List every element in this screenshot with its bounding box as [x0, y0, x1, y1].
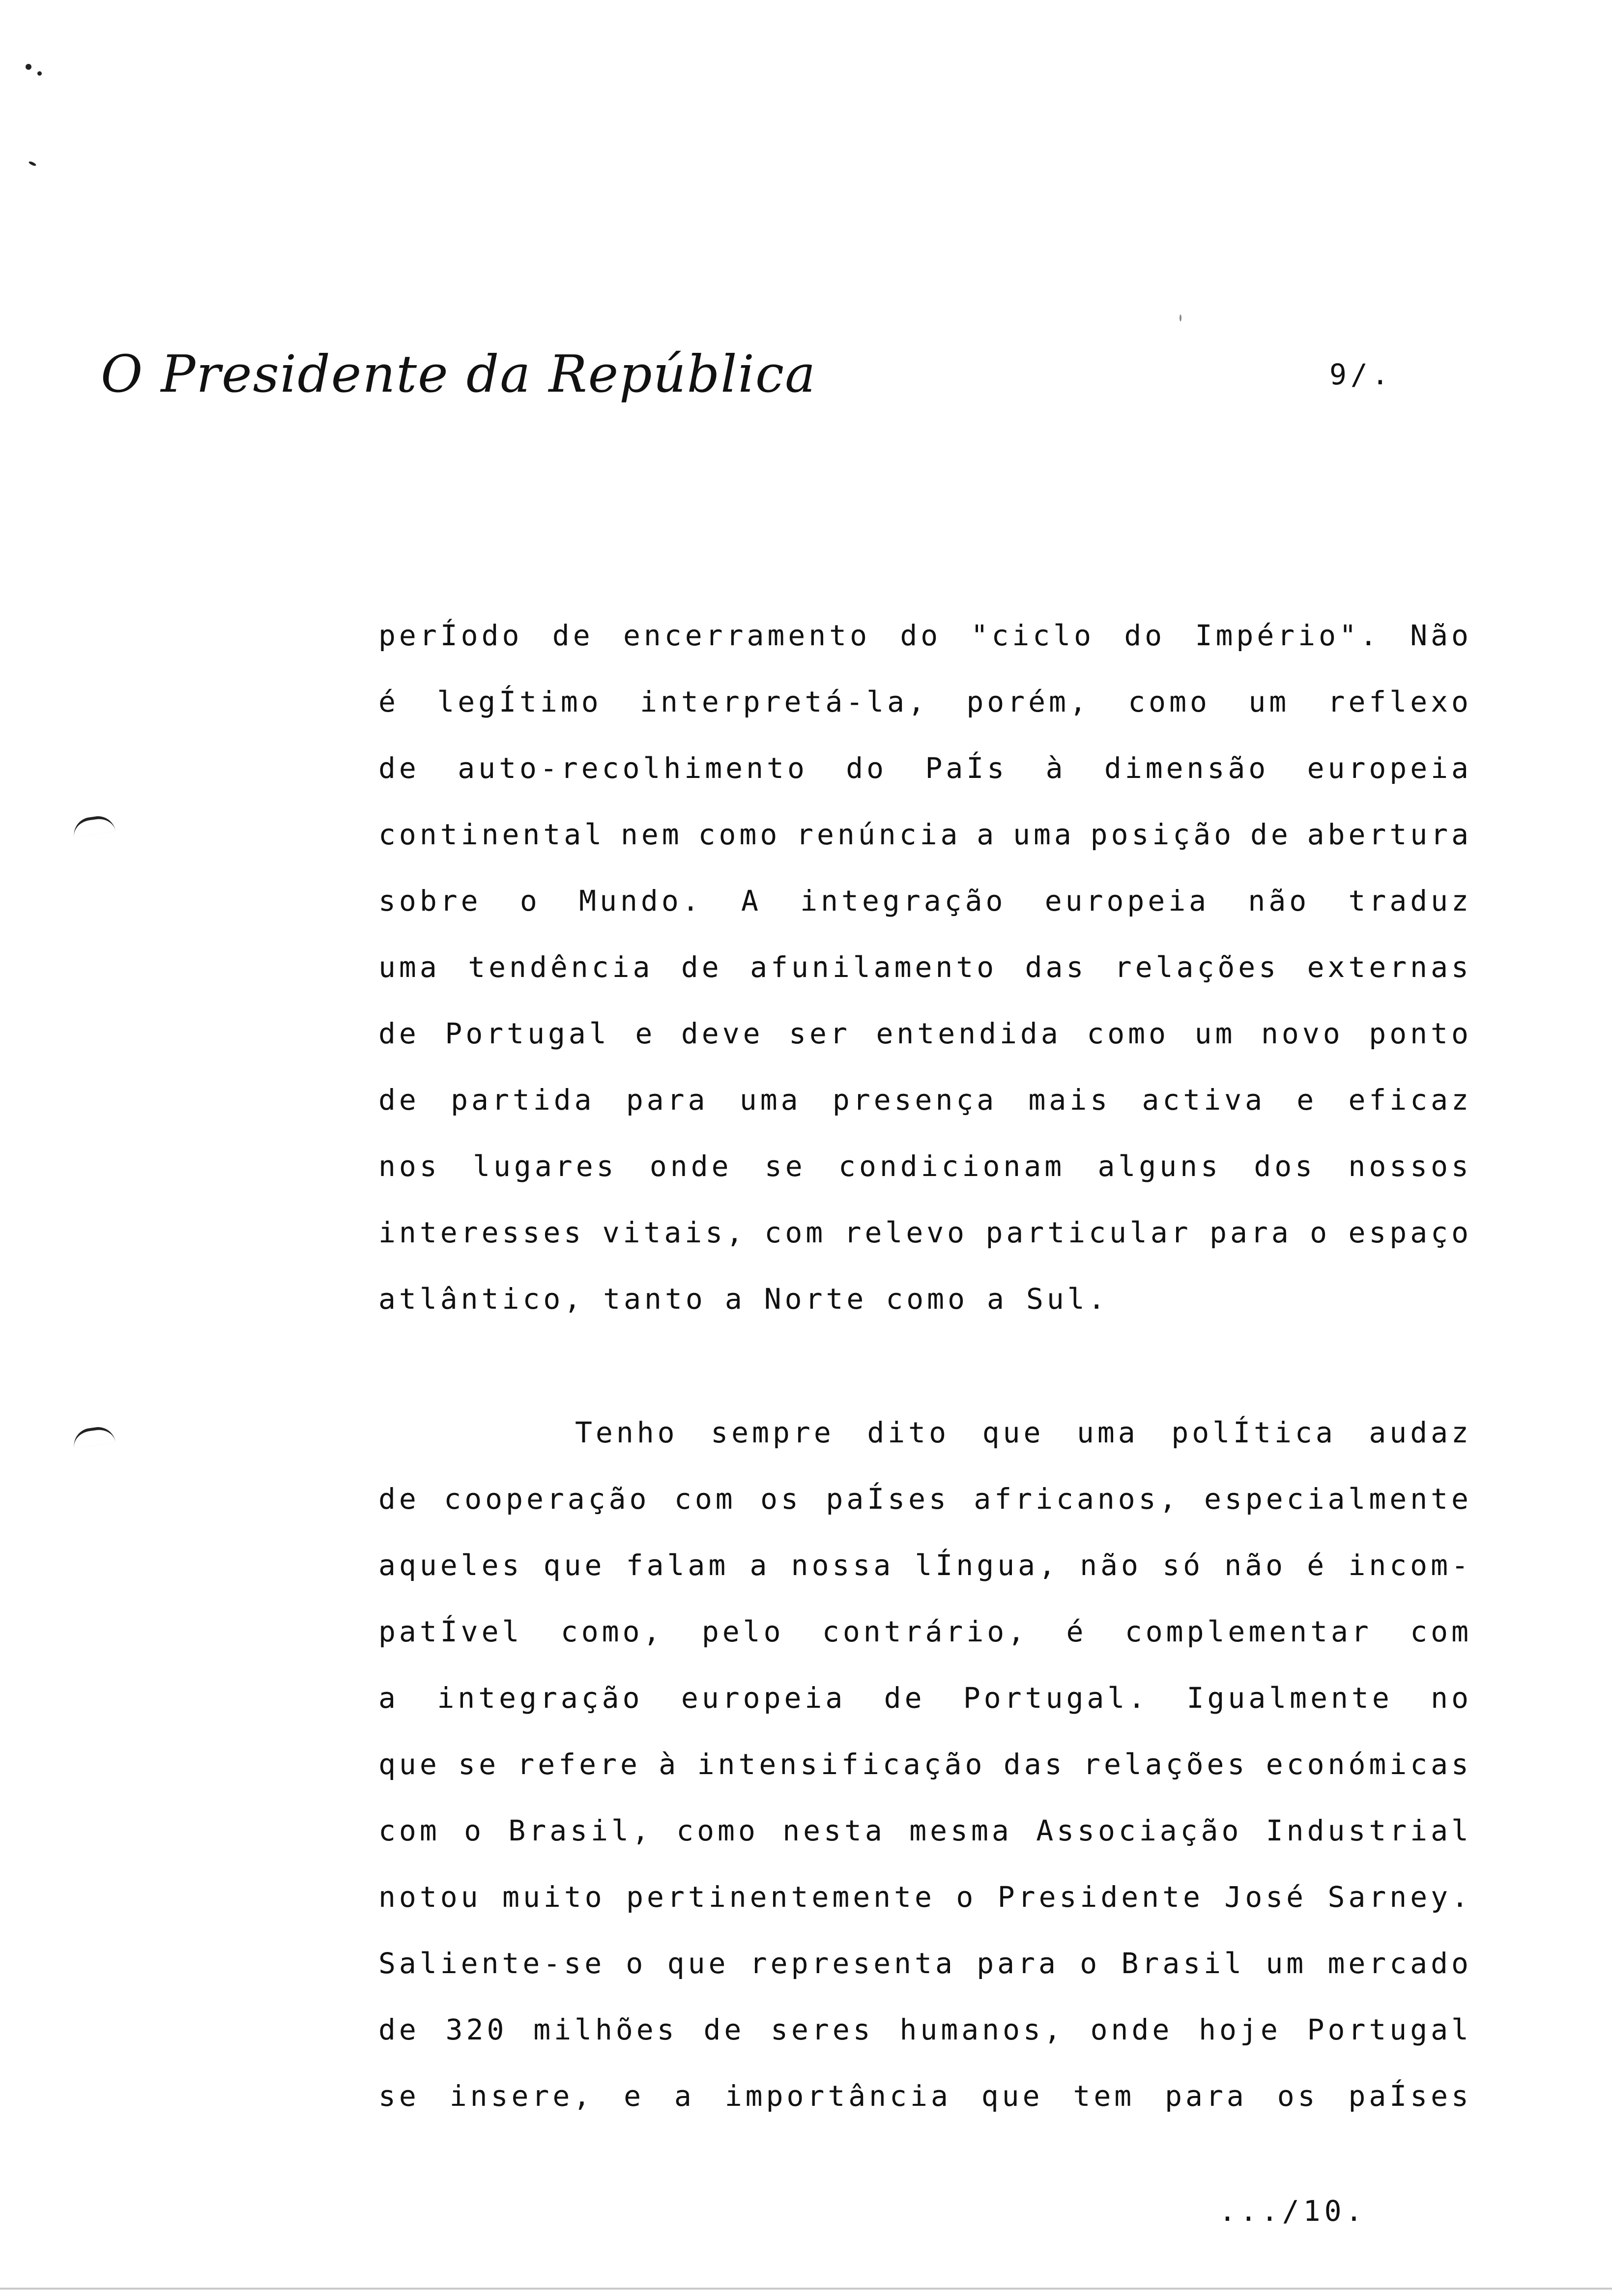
word: como,: [560, 1615, 664, 1648]
word: PaÍs: [925, 751, 1008, 785]
word: para: [626, 1083, 709, 1117]
text-line: [378, 1946, 1472, 2012]
word: das: [1003, 1748, 1065, 1781]
word: o: [956, 1880, 977, 1914]
word: é: [378, 685, 399, 718]
word: Industrial: [1266, 1814, 1472, 1847]
word: como: [676, 1814, 759, 1847]
word: se: [458, 1748, 499, 1781]
word: Brasil,: [508, 1814, 653, 1847]
page-continuation: .../10.: [1219, 2194, 1367, 2228]
word: A: [741, 884, 762, 918]
word: e: [624, 2079, 645, 2113]
word: e: [1296, 1083, 1318, 1117]
word: nossa: [791, 1549, 894, 1582]
word: tanto: [603, 1282, 706, 1316]
word: é: [1307, 1549, 1328, 1582]
word: relevo: [844, 1216, 968, 1249]
word: paÍses: [1348, 2079, 1472, 2113]
scan-speck: [1180, 315, 1181, 321]
word: relações: [1083, 1748, 1248, 1781]
word: nossos: [1348, 1149, 1472, 1183]
scan-speck: [26, 64, 31, 70]
word: mercado: [1327, 1947, 1472, 1980]
word: refere: [517, 1748, 641, 1781]
word: Saliente-se: [378, 1947, 605, 1980]
word: europeia: [1044, 884, 1210, 918]
word: patÍvel: [378, 1615, 523, 1648]
word: de: [884, 1681, 925, 1715]
word: contrário,: [822, 1615, 1029, 1648]
margin-mark: [72, 1425, 115, 1448]
word: vitais,: [602, 1216, 747, 1249]
word: dito: [867, 1416, 950, 1449]
word: continental: [378, 818, 605, 851]
word: ponto: [1369, 1017, 1472, 1050]
word: como: [886, 1282, 969, 1316]
word: alguns: [1097, 1149, 1221, 1183]
word: insere,: [449, 2079, 594, 2113]
word: partida: [451, 1083, 595, 1117]
word: com: [764, 1216, 827, 1249]
word: Norte: [764, 1282, 867, 1316]
word: é: [1066, 1615, 1087, 1648]
word: de: [378, 2013, 420, 2046]
word: afunilamento: [750, 950, 998, 984]
word: europeia: [1307, 751, 1472, 785]
word: Portugal: [1307, 2013, 1472, 2046]
word: só: [1162, 1549, 1204, 1582]
word: de: [552, 619, 594, 652]
scan-speck: [37, 71, 42, 76]
text-line: [378, 1813, 1472, 1880]
text-line: [378, 1215, 1472, 1282]
text-line: [378, 884, 1472, 950]
word: sobre: [378, 884, 482, 918]
word: Associação: [1036, 1814, 1242, 1847]
word: uma: [739, 1083, 802, 1117]
word: que: [378, 1748, 440, 1781]
word: no: [1431, 1681, 1472, 1715]
word: a: [378, 1681, 399, 1715]
word: que: [543, 1549, 605, 1582]
text-line: [378, 1282, 1472, 1348]
text-line: [378, 1415, 1472, 1482]
word: representa: [749, 1947, 956, 1980]
word: do: [1124, 619, 1166, 652]
text-line: [378, 950, 1472, 1016]
word: abertura: [1307, 818, 1472, 851]
word: "ciclo: [971, 619, 1095, 652]
word: nesta: [782, 1814, 886, 1847]
word: incom-: [1348, 1549, 1472, 1582]
word: um: [1248, 685, 1290, 718]
word: um: [1266, 1947, 1307, 1980]
page-number: 9/.: [1329, 358, 1393, 391]
word: falam: [626, 1549, 729, 1582]
text-line: [378, 2079, 1472, 2145]
word: cooperação: [444, 1482, 650, 1516]
word: entendida: [876, 1017, 1062, 1050]
text-line: [378, 2012, 1472, 2079]
word: do: [900, 619, 942, 652]
word: intensificação: [697, 1748, 986, 1781]
word: que: [982, 1416, 1044, 1449]
word: auto-recolhimento: [458, 751, 808, 785]
word: dimensão: [1104, 751, 1269, 785]
word: a: [977, 818, 998, 851]
word: activa: [1142, 1083, 1266, 1117]
letterhead-title: O Presidente da República: [101, 344, 817, 404]
word: de: [681, 950, 722, 984]
word: mais: [1028, 1083, 1111, 1117]
page-bottom-edge: [0, 2288, 1612, 2290]
word: polÍtica: [1171, 1416, 1336, 1449]
word: tendência: [468, 950, 654, 984]
word: condicionam: [838, 1149, 1065, 1183]
word: Presidente: [997, 1880, 1204, 1914]
word: milhões: [533, 2013, 678, 2046]
word: mesma: [909, 1814, 1012, 1847]
word: das: [1025, 950, 1087, 984]
word: posição: [1090, 818, 1235, 851]
word: que: [981, 2079, 1043, 2113]
word: o: [1080, 1947, 1101, 1980]
word: não: [1080, 1549, 1142, 1582]
word: Portugal: [445, 1017, 610, 1050]
word: aqueles: [378, 1549, 523, 1582]
word: notou: [378, 1880, 482, 1914]
word: económicas: [1266, 1748, 1472, 1781]
word: africanos,: [974, 1482, 1180, 1516]
word: onde: [1090, 2013, 1173, 2046]
word: integração: [800, 884, 1007, 918]
word: com: [378, 1814, 440, 1847]
word: relações: [1114, 950, 1280, 984]
word: espaço: [1348, 1216, 1472, 1249]
word: humanos,: [899, 2013, 1065, 2046]
word: Tenho: [575, 1416, 678, 1449]
word: porém,: [966, 685, 1090, 718]
word: de: [378, 1017, 420, 1050]
text-line: [378, 1614, 1472, 1681]
word: como: [1087, 1017, 1170, 1050]
word: do: [846, 751, 888, 785]
word: reflexo: [1327, 685, 1472, 718]
word: os: [1277, 2079, 1319, 2113]
word: Brasil: [1121, 1947, 1245, 1980]
word: presença: [832, 1083, 998, 1117]
word: à: [1045, 751, 1066, 785]
word: dos: [1254, 1149, 1316, 1183]
word: como: [1128, 685, 1210, 718]
word: europeia: [681, 1681, 846, 1715]
word: de: [378, 751, 420, 785]
word: com: [674, 1482, 736, 1516]
word: Sarney.: [1327, 1880, 1472, 1914]
word: a: [987, 1282, 1008, 1316]
text-line: [378, 1747, 1472, 1813]
word: integração: [437, 1681, 643, 1715]
word: uma: [1013, 818, 1075, 851]
word: eficaz: [1348, 1083, 1472, 1117]
word: interpretá-la,: [640, 685, 928, 718]
word: Não: [1410, 619, 1472, 652]
word: interesses: [378, 1216, 585, 1249]
word: nos: [378, 1149, 440, 1183]
text-line: [378, 1482, 1472, 1548]
word: Império".: [1195, 619, 1381, 652]
word: a: [674, 2079, 695, 2113]
word: uma: [378, 950, 440, 984]
word: particular: [985, 1216, 1192, 1249]
paragraph-1: [378, 618, 1472, 1348]
text-line: [378, 817, 1472, 884]
word: pelo: [701, 1615, 784, 1648]
word: renúncia: [796, 818, 961, 851]
word: o: [1310, 1216, 1331, 1249]
word: e: [635, 1017, 656, 1050]
word: externas: [1307, 950, 1472, 984]
text-line: [378, 1083, 1472, 1149]
word: onde: [649, 1149, 732, 1183]
word: se: [378, 2079, 420, 2113]
word: hoje: [1199, 2013, 1281, 2046]
word: seres: [771, 2013, 874, 2046]
word: não: [1248, 884, 1310, 918]
word: novo: [1261, 1017, 1344, 1050]
word: Portugal.: [963, 1681, 1149, 1715]
word: Mundo.: [579, 884, 703, 918]
word: não: [1224, 1549, 1287, 1582]
text-line: [378, 751, 1472, 817]
word: tem: [1073, 2079, 1135, 2113]
word: de: [378, 1482, 420, 1516]
text-line: [378, 1880, 1472, 1946]
word: a: [749, 1549, 771, 1582]
word: os: [760, 1482, 802, 1516]
word: 320: [445, 2013, 508, 2046]
word: nem: [620, 818, 683, 851]
word: José: [1224, 1880, 1307, 1914]
text-line: [378, 1149, 1472, 1215]
word: o: [626, 1947, 647, 1980]
word: legÍtimo: [437, 685, 602, 718]
word: de: [1250, 818, 1292, 851]
word: especialmente: [1204, 1482, 1472, 1516]
word: sempre: [711, 1416, 835, 1449]
word: lÍngua,: [915, 1549, 1059, 1582]
word: perÍodo: [378, 619, 523, 652]
word: para: [977, 1947, 1059, 1980]
word: à: [659, 1748, 680, 1781]
text-line: [378, 685, 1472, 751]
text-line: [378, 618, 1472, 685]
word: de: [703, 2013, 745, 2046]
word: a: [724, 1282, 746, 1316]
word: como: [698, 818, 781, 851]
word: com: [1410, 1615, 1472, 1648]
margin-mark: [72, 814, 115, 837]
paragraph-2: [378, 1415, 1472, 2145]
word: Sul.: [1026, 1282, 1109, 1316]
word: Igualmente: [1186, 1681, 1393, 1715]
word: complementar: [1124, 1615, 1372, 1648]
text-line: [378, 1548, 1472, 1614]
word: paÍses: [826, 1482, 950, 1516]
text-line: [378, 1016, 1472, 1083]
word: traduz: [1348, 884, 1472, 918]
word: encerramento: [623, 619, 870, 652]
word: pertinentemente: [626, 1880, 935, 1914]
scan-speck: [28, 161, 36, 167]
word: ser: [789, 1017, 851, 1050]
word: para: [1165, 2079, 1247, 2113]
text-line: [378, 1681, 1472, 1747]
word: para: [1209, 1216, 1292, 1249]
word: um: [1194, 1017, 1236, 1050]
word: lugares: [473, 1149, 617, 1183]
word: se: [764, 1149, 806, 1183]
word: o: [464, 1814, 485, 1847]
word: o: [519, 884, 541, 918]
word: que: [667, 1947, 729, 1980]
word: audaz: [1369, 1416, 1472, 1449]
word: de: [378, 1083, 420, 1117]
word: atlântico,: [378, 1282, 585, 1316]
word: muito: [502, 1880, 605, 1914]
word: uma: [1077, 1416, 1139, 1449]
word: importância: [724, 2079, 951, 2113]
word: deve: [681, 1017, 764, 1050]
